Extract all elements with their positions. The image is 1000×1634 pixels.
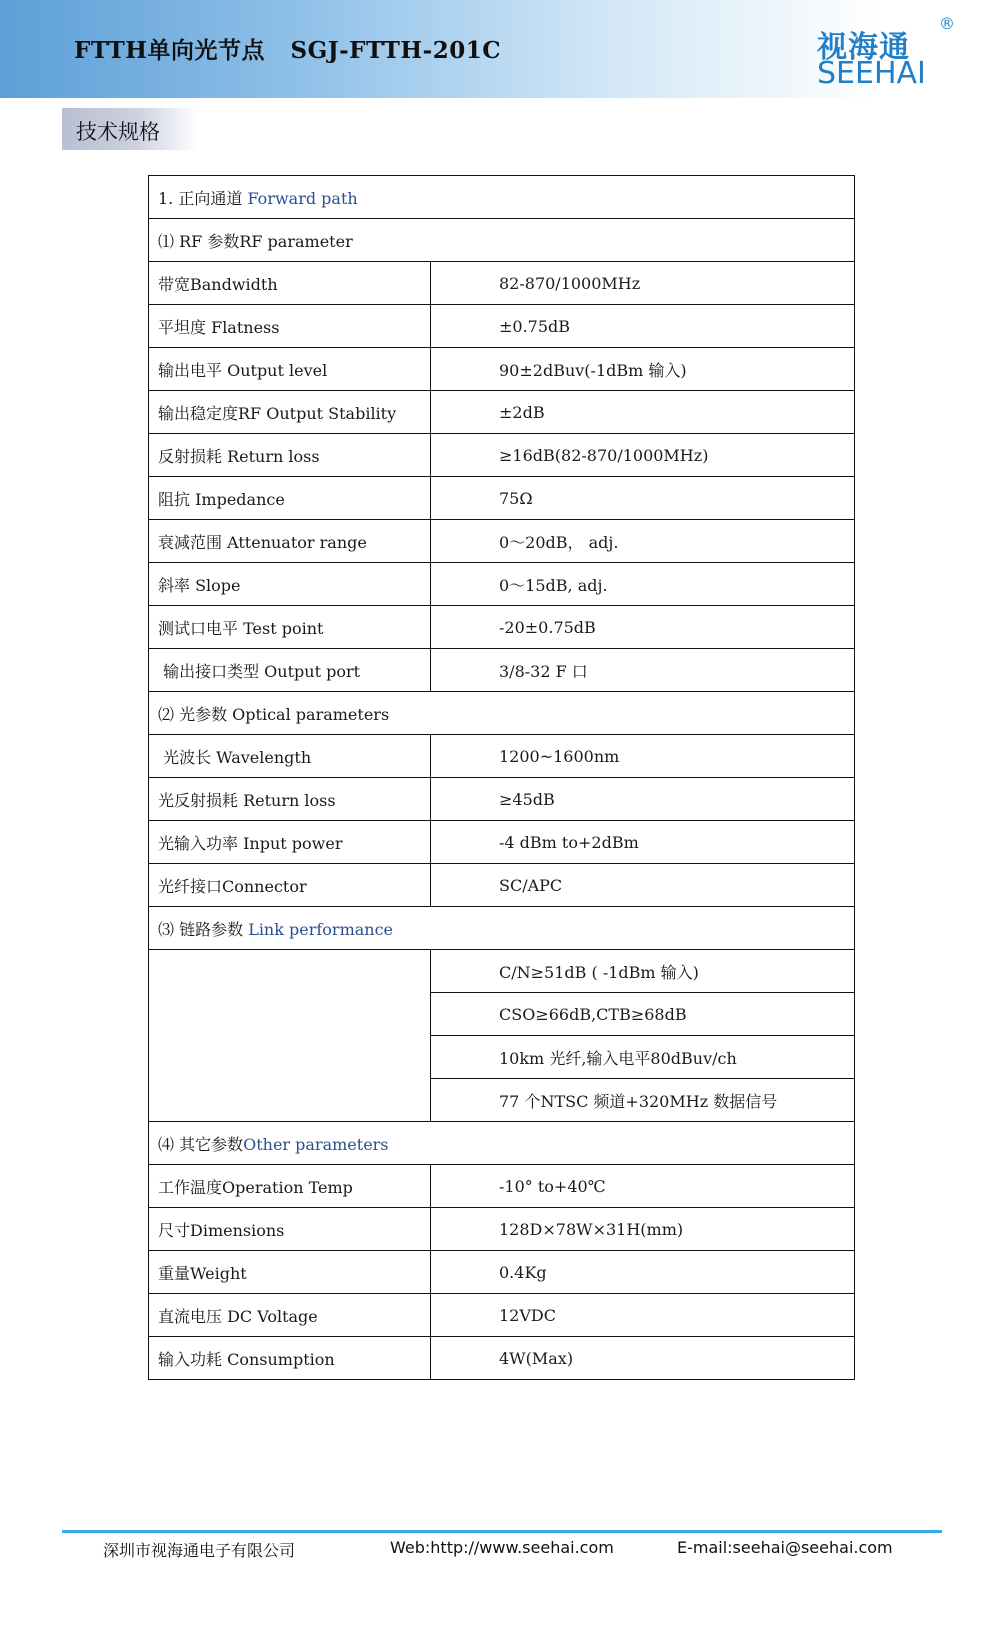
spec-section-row — [149, 1122, 855, 1165]
spec-label: 平坦度 Flatness — [149, 305, 431, 348]
spec-section-heading — [149, 176, 855, 219]
spec-row — [149, 477, 855, 520]
spec-value: 3/8-32 F 口 — [431, 649, 855, 692]
spec-row — [149, 434, 855, 477]
spec-value: -10° to+40℃ — [431, 1165, 855, 1208]
footer-email-link[interactable]: E-mail:seehai@seehai.com — [677, 1538, 893, 1557]
spec-value: 90±2dBuv(-1dBm 输入) — [431, 348, 855, 391]
spec-section-row — [149, 176, 855, 219]
company-logo — [815, 14, 965, 89]
spec-row — [149, 778, 855, 821]
spec-value: 0.4Kg — [431, 1251, 855, 1294]
spec-value: 128D×78W×31H(mm) — [431, 1208, 855, 1251]
document-title: FTTH单向光节点 SGJ-FTTH-201C — [74, 37, 502, 64]
spec-value: 82-870/1000MHz — [431, 262, 855, 305]
spec-row — [149, 348, 855, 391]
link-performance-value: CSO≥66dB,CTB≥68dB — [431, 993, 855, 1036]
spec-row — [149, 1294, 855, 1337]
link-performance-value: 10km 光纤,输入电平80dBuv/ch — [431, 1036, 855, 1079]
spec-row — [149, 864, 855, 907]
spec-section-heading: ⑴ RF 参数RF parameter — [149, 219, 855, 262]
spec-value: ±2dB — [431, 391, 855, 434]
spec-value: 0～20dB， adj. — [431, 520, 855, 563]
spec-row — [149, 1337, 855, 1380]
link-performance-value: C/N≥51dB ( -1dBm 输入) — [431, 950, 855, 993]
spec-label: 输出电平 Output level — [149, 348, 431, 391]
spec-label: 阻抗 Impedance — [149, 477, 431, 520]
spec-value: -4 dBm to+2dBm — [431, 821, 855, 864]
spec-row — [149, 735, 855, 778]
spec-label: 直流电压 DC Voltage — [149, 1294, 431, 1337]
spec-table — [148, 175, 855, 1380]
spec-value: ≥16dB(82-870/1000MHz) — [431, 434, 855, 477]
spec-row — [149, 391, 855, 434]
spec-label: 带宽Bandwidth — [149, 262, 431, 305]
link-performance-value: 77 个NTSC 频道+320MHz 数据信号 — [431, 1079, 855, 1122]
footer-web-link[interactable]: Web:http://www.seehai.com — [390, 1538, 614, 1557]
spec-row — [149, 649, 855, 692]
spec-label: 输出接口类型 Output port — [149, 649, 431, 692]
section-title-en: Forward path — [247, 188, 358, 208]
spec-label: 斜率 Slope — [149, 563, 431, 606]
header-banner — [0, 0, 1000, 98]
spec-label: 光纤接口Connector — [149, 864, 431, 907]
spec-row — [149, 606, 855, 649]
spec-value: -20±0.75dB — [431, 606, 855, 649]
spec-value: 0～15dB, adj. — [431, 563, 855, 606]
spec-section-row — [149, 692, 855, 735]
section-label: 技术规格 — [76, 120, 160, 144]
spec-row — [149, 1251, 855, 1294]
spec-row — [149, 1165, 855, 1208]
spec-label: 光波长 Wavelength — [149, 735, 431, 778]
footer-divider — [62, 1530, 942, 1533]
spec-row — [149, 821, 855, 864]
spec-row — [149, 1208, 855, 1251]
logo-chinese: 视海通 — [817, 30, 910, 65]
section-number-cn: 1. 正向通道 — [158, 188, 248, 208]
spec-label: 光输入功率 Input power — [149, 821, 431, 864]
spec-label: 反射损耗 Return loss — [149, 434, 431, 477]
spec-label: 输入功耗 Consumption — [149, 1337, 431, 1380]
spec-value: 4W(Max) — [431, 1337, 855, 1380]
spec-value: SC/APC — [431, 864, 855, 907]
spec-label: 测试口电平 Test point — [149, 606, 431, 649]
spec-section-row — [149, 907, 855, 950]
spec-row — [149, 262, 855, 305]
spec-label: 重量Weight — [149, 1251, 431, 1294]
section-number-cn: ⑷ 其它参数 — [158, 1134, 244, 1154]
spec-value: 1200~1600nm — [431, 735, 855, 778]
spec-section-heading — [149, 907, 855, 950]
spec-value: 75Ω — [431, 477, 855, 520]
spec-label: 工作温度Operation Temp — [149, 1165, 431, 1208]
spec-section-heading — [149, 1122, 855, 1165]
spec-label: 光反射损耗 Return loss — [149, 778, 431, 821]
spec-value: 12VDC — [431, 1294, 855, 1337]
section-title-en: Other parameters — [243, 1134, 389, 1154]
spec-value: ≥45dB — [431, 778, 855, 821]
registered-mark: ® — [939, 14, 955, 33]
spec-row — [149, 563, 855, 606]
spec-label: 衰减范围 Attenuator range — [149, 520, 431, 563]
spec-row — [149, 305, 855, 348]
section-title-en: Link performance — [248, 919, 394, 939]
link-performance-blank-cell — [149, 950, 431, 1122]
logo-english: SEEHAI — [817, 56, 926, 91]
spec-label: 输出稳定度RF Output Stability — [149, 391, 431, 434]
spec-value: ±0.75dB — [431, 305, 855, 348]
spec-label: 尺寸Dimensions — [149, 1208, 431, 1251]
spec-section-row — [149, 219, 855, 262]
spec-row — [149, 520, 855, 563]
section-tag — [62, 108, 198, 150]
section-number-cn: ⑶ 链路参数 — [158, 919, 249, 939]
footer-company: 深圳市视海通电子有限公司 — [103, 1541, 296, 1560]
spec-section-heading: ⑵ 光参数 Optical parameters — [149, 692, 855, 735]
link-performance-row — [149, 950, 855, 993]
